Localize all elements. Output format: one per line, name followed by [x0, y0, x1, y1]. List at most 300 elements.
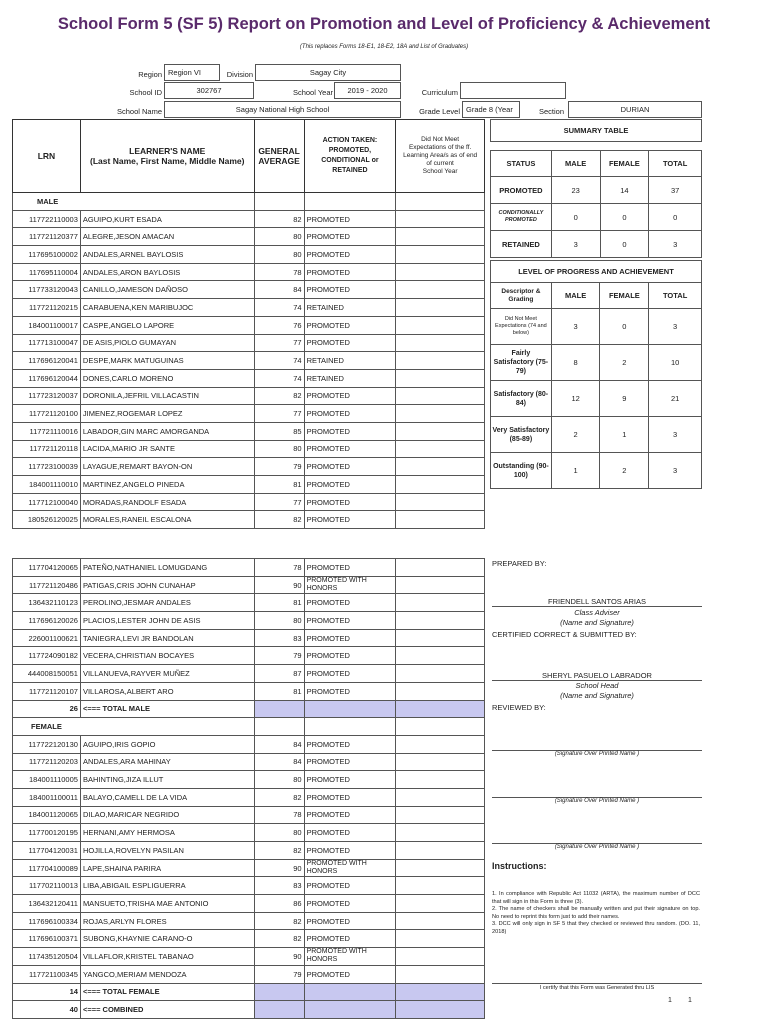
learner-row [13, 594, 485, 612]
learner-action: PROMOTED [304, 788, 396, 806]
learner-average: 87 [254, 665, 304, 683]
level-male: 1 [551, 453, 600, 489]
learner-average: 81 [254, 476, 304, 494]
summary-total: 37 [649, 177, 702, 204]
curriculum-label: Curriculum [421, 88, 458, 97]
learner-average: 76 [254, 316, 304, 334]
learner-row [13, 316, 485, 334]
reviewed-label: REVIEWED BY: [492, 703, 546, 712]
learner-action: PROMOTED WITH HONORS [304, 948, 396, 966]
school-name-field[interactable]: Sagay National High School [164, 101, 401, 118]
level-total: 3 [649, 453, 702, 489]
learner-row [13, 948, 485, 966]
head-name-sig: (Name and Signature) [560, 691, 634, 700]
col-learner-name: LEARNER'S NAME (Last Name, First Name, Middle Name) [80, 120, 254, 193]
learner-lrn: 117721100345 [13, 965, 81, 983]
summary-h-status: STATUS [491, 151, 552, 177]
learner-name: HERNANI,AMY HERMOSA [80, 824, 254, 842]
learner-did-not-meet [396, 735, 485, 753]
learner-lrn: 184001110005 [13, 771, 81, 789]
learner-row [13, 612, 485, 630]
learner-name: VILLANUEVA,RAYVER MUÑEZ [80, 665, 254, 683]
learner-average: 82 [254, 912, 304, 930]
learner-did-not-meet [396, 806, 485, 824]
level-total: 3 [649, 309, 702, 345]
learner-name: BALAYO,CAMELL DE LA VIDA [80, 788, 254, 806]
summary-total: 3 [649, 231, 702, 258]
learner-lrn: 117722120130 [13, 735, 81, 753]
level-title: LEVEL OF PROGRESS AND ACHIEVEMENT [491, 261, 702, 283]
summary-male: 3 [551, 231, 600, 258]
learner-lrn: 184001110010 [13, 476, 81, 494]
page-number-left: 1 [668, 997, 672, 1004]
learner-name: VECERA,CHRISTIAN BOCAYES [80, 647, 254, 665]
learner-table-page-2 [12, 558, 485, 1019]
learner-average: 78 [254, 263, 304, 281]
learner-lrn: 117721120486 [13, 576, 81, 594]
summary-h-male: MALE [551, 151, 600, 177]
learner-average: 84 [254, 735, 304, 753]
level-desc: Did Not Meet Expectations (74 and below) [491, 309, 552, 345]
learner-did-not-meet [396, 458, 485, 476]
learner-average: 80 [254, 612, 304, 630]
learner-lrn: 117695100002 [13, 246, 81, 264]
learner-did-not-meet [396, 352, 485, 370]
learner-lrn: 117721120215 [13, 299, 81, 317]
learner-lrn: 117435120504 [13, 948, 81, 966]
learner-did-not-meet [396, 405, 485, 423]
level-male: 12 [551, 381, 600, 417]
learner-action: RETAINED [304, 369, 396, 387]
learner-did-not-meet [396, 316, 485, 334]
learner-action: PROMOTED [304, 647, 396, 665]
learner-row [13, 576, 485, 594]
learner-row [13, 334, 485, 352]
learner-did-not-meet [396, 246, 485, 264]
learner-name: YANGCO,MERIAM MENDOZA [80, 965, 254, 983]
level-total: 21 [649, 381, 702, 417]
level-female: 0 [600, 309, 649, 345]
learner-row [13, 771, 485, 789]
learner-name: ANDALES,ARON BAYLOSIS [80, 263, 254, 281]
learner-action: PROMOTED [304, 735, 396, 753]
learner-row [13, 788, 485, 806]
learner-lrn: 184001100017 [13, 316, 81, 334]
learner-action: PROMOTED WITH HONORS [304, 576, 396, 594]
learner-name: VILLAFLOR,KRISTEL TABANAO [80, 948, 254, 966]
learner-did-not-meet [396, 263, 485, 281]
learner-average: 83 [254, 629, 304, 647]
learner-did-not-meet [396, 965, 485, 983]
learner-row [13, 859, 485, 877]
learner-name: MARTINEZ,ANGELO PINEDA [80, 476, 254, 494]
total-female-count: 14 [13, 983, 81, 1001]
learner-action: PROMOTED WITH HONORS [304, 859, 396, 877]
summary-female: 0 [600, 204, 649, 231]
adviser-role: Class Adviser [574, 608, 620, 617]
total-combined-count: 40 [13, 1001, 81, 1019]
learner-lrn: 117696100334 [13, 912, 81, 930]
learner-row [13, 682, 485, 700]
learner-average: 79 [254, 647, 304, 665]
learner-row [13, 440, 485, 458]
section-label: Section [538, 107, 564, 116]
level-desc: Very Satisfactory (85-89) [491, 417, 552, 453]
learner-action: PROMOTED [304, 559, 396, 577]
total-female-label: <=== TOTAL FEMALE [80, 983, 254, 1001]
learner-action: PROMOTED [304, 440, 396, 458]
level-total: 3 [649, 417, 702, 453]
learner-did-not-meet [396, 824, 485, 842]
learner-lrn: 117700120195 [13, 824, 81, 842]
learner-lrn: 117721120203 [13, 753, 81, 771]
learner-row [13, 458, 485, 476]
signature-line-3: (Signature Over Printed Name ) [554, 844, 640, 850]
learner-name: DILAO,MARICAR NEGRIDO [80, 806, 254, 824]
school-name-label: School Name [116, 107, 162, 116]
learner-average: 78 [254, 806, 304, 824]
division-label: Division [226, 70, 253, 79]
total-combined-label: <=== COMBINED [80, 1001, 254, 1019]
learner-name: LAPE,SHAINA PARIRA [80, 859, 254, 877]
lis-certification: I certify that this Form was Generated thru LIS [492, 983, 702, 991]
learner-did-not-meet [396, 559, 485, 577]
learner-lrn: 117721120377 [13, 228, 81, 246]
learner-action: PROMOTED [304, 930, 396, 948]
form-subtitle: (This replaces Forms 18-E1, 18-E2, 18A and List of Graduates) [299, 44, 469, 50]
learner-action: PROMOTED [304, 612, 396, 630]
learner-average: 82 [254, 930, 304, 948]
learner-lrn: 136432120411 [13, 895, 81, 913]
total-male-label: <=== TOTAL MALE [80, 700, 254, 718]
learner-average: 77 [254, 493, 304, 511]
level-desc: Fairly Satisfactory (75-79) [491, 345, 552, 381]
summary-title: SUMMARY TABLE [491, 120, 702, 142]
learner-row [13, 369, 485, 387]
learner-name: CASPE,ANGELO LAPORE [80, 316, 254, 334]
level-female: 2 [600, 345, 649, 381]
learner-lrn: 117721120118 [13, 440, 81, 458]
learner-lrn: 117721110016 [13, 422, 81, 440]
learner-lrn: 117713100047 [13, 334, 81, 352]
learner-did-not-meet [396, 299, 485, 317]
learner-name: PATEÑO,NATHANIEL LOMUGDANG [80, 559, 254, 577]
learner-average: 74 [254, 369, 304, 387]
learner-lrn: 117723100039 [13, 458, 81, 476]
learner-did-not-meet [396, 647, 485, 665]
learner-row [13, 299, 485, 317]
learner-name: LAYAGUE,REMART BAYON-ON [80, 458, 254, 476]
learner-did-not-meet [396, 228, 485, 246]
level-female: 2 [600, 453, 649, 489]
learner-name: TANIEGRA,LEVI JR BANDOLAN [80, 629, 254, 647]
instruction-3: 3. DCC will only sign in SF 5 that they checked or reviewed thru random. (DO. 11, 2018) [492, 921, 700, 935]
learner-action: PROMOTED [304, 877, 396, 895]
learner-action: PROMOTED [304, 246, 396, 264]
learner-average: 77 [254, 334, 304, 352]
learner-did-not-meet [396, 948, 485, 966]
learner-action: PROMOTED [304, 912, 396, 930]
instructions-title: Instructions: [492, 861, 547, 871]
head-role: School Head [575, 681, 619, 690]
summary-status: CONDITIONALLY PROMOTED [491, 204, 552, 231]
learner-average: 81 [254, 682, 304, 700]
learner-row [13, 930, 485, 948]
learner-average: 90 [254, 859, 304, 877]
learner-row [13, 493, 485, 511]
instruction-2: 2. The name of checkers shall be manually written and put their signature on top. No need to reprint this form just to add their names. [492, 906, 700, 920]
learner-row [13, 228, 485, 246]
signature-line-2: (Signature Over Printed Name ) [554, 798, 640, 804]
learner-name: AGUIPO,IRIS GOPIO [80, 735, 254, 753]
learner-lrn: 117722110003 [13, 210, 81, 228]
summary-table [490, 119, 702, 258]
learner-average: 74 [254, 352, 304, 370]
learner-action: PROMOTED [304, 965, 396, 983]
learner-action: RETAINED [304, 299, 396, 317]
learner-did-not-meet [396, 594, 485, 612]
learner-average: 80 [254, 246, 304, 264]
learner-lrn: 117721120107 [13, 682, 81, 700]
learner-row [13, 387, 485, 405]
learner-row [13, 511, 485, 529]
learner-lrn: 117696100371 [13, 930, 81, 948]
level-total: 10 [649, 345, 702, 381]
learner-action: PROMOTED [304, 806, 396, 824]
learner-name: JIMENEZ,ROGEMAR LOPEZ [80, 405, 254, 423]
learner-did-not-meet [396, 440, 485, 458]
division-field[interactable]: Sagay City [255, 64, 401, 81]
learner-name: LABADOR,GIN MARC AMORGANDA [80, 422, 254, 440]
page-number-right: 1 [688, 997, 692, 1004]
learner-row [13, 735, 485, 753]
level-female: 1 [600, 417, 649, 453]
male-section-label: MALE [13, 193, 255, 211]
learner-name: PEROLINO,JESMAR ANDALES [80, 594, 254, 612]
learner-action: PROMOTED [304, 665, 396, 683]
learner-did-not-meet [396, 422, 485, 440]
learner-lrn: 117696120044 [13, 369, 81, 387]
summary-female: 14 [600, 177, 649, 204]
level-desc: Outstanding (90-100) [491, 453, 552, 489]
level-h-female: FEMALE [600, 283, 649, 309]
learner-row [13, 263, 485, 281]
learner-lrn: 184001120065 [13, 806, 81, 824]
learner-name: SUBONG,KHAYNIE CARANO-O [80, 930, 254, 948]
total-male-count: 26 [13, 700, 81, 718]
summary-h-total: TOTAL [649, 151, 702, 177]
learner-average: 90 [254, 576, 304, 594]
section-field[interactable]: DURIAN [568, 101, 702, 118]
learner-average: 77 [254, 405, 304, 423]
level-h-total: TOTAL [649, 283, 702, 309]
learner-action: PROMOTED [304, 493, 396, 511]
learner-average: 84 [254, 753, 304, 771]
learner-average: 79 [254, 965, 304, 983]
learner-action: PROMOTED [304, 895, 396, 913]
learner-row [13, 965, 485, 983]
learner-lrn: 117704100089 [13, 859, 81, 877]
learner-did-not-meet [396, 511, 485, 529]
level-h-male: MALE [551, 283, 600, 309]
learner-action: PROMOTED [304, 334, 396, 352]
learner-action: PROMOTED [304, 511, 396, 529]
summary-male: 23 [551, 177, 600, 204]
learner-row [13, 476, 485, 494]
learner-name: MANSUETO,TRISHA MAE ANTONIO [80, 895, 254, 913]
grade-level-label: Grade Level [419, 107, 460, 116]
learner-did-not-meet [396, 612, 485, 630]
learner-row [13, 842, 485, 860]
grade-level-field[interactable]: Grade 8 (Year [462, 101, 520, 118]
learner-action: PROMOTED [304, 824, 396, 842]
learner-name: ROJAS,ARLYN FLORES [80, 912, 254, 930]
learner-average: 86 [254, 895, 304, 913]
signature-line-1: (Signature Over Printed Name ) [554, 751, 640, 757]
col-lrn: LRN [13, 120, 81, 193]
learner-lrn: 117733120043 [13, 281, 81, 299]
school-id-field[interactable]: 302767 [164, 82, 254, 99]
learner-name: PLACIOS,LESTER JOHN DE ASIS [80, 612, 254, 630]
instructions-list [492, 891, 700, 936]
learner-average: 82 [254, 511, 304, 529]
learner-did-not-meet [396, 682, 485, 700]
learner-name: LACIDA,MARIO JR SANTE [80, 440, 254, 458]
learner-name: BAHINTING,JIZA ILLUT [80, 771, 254, 789]
learner-lrn: 117704120065 [13, 559, 81, 577]
col-general-average: GENERAL AVERAGE [254, 120, 304, 193]
learner-average: 90 [254, 948, 304, 966]
learner-row [13, 281, 485, 299]
learner-average: 80 [254, 771, 304, 789]
learner-action: PROMOTED [304, 458, 396, 476]
learner-action: PROMOTED [304, 753, 396, 771]
learner-action: PROMOTED [304, 387, 396, 405]
learner-action: PROMOTED [304, 594, 396, 612]
learner-name: MORADAS,RANDOLF ESADA [80, 493, 254, 511]
learner-lrn: 117696120041 [13, 352, 81, 370]
learner-did-not-meet [396, 334, 485, 352]
learner-row [13, 895, 485, 913]
learner-did-not-meet [396, 387, 485, 405]
learner-average: 74 [254, 299, 304, 317]
learner-did-not-meet [396, 753, 485, 771]
region-field[interactable]: Region VI [164, 64, 220, 81]
learner-did-not-meet [396, 859, 485, 877]
learner-row [13, 647, 485, 665]
learner-row [13, 824, 485, 842]
summary-female: 0 [600, 231, 649, 258]
learner-lrn: 184001100011 [13, 788, 81, 806]
learner-name: ALEGRE,JESON AMACAN [80, 228, 254, 246]
learner-action: PROMOTED [304, 771, 396, 789]
learner-row [13, 246, 485, 264]
learner-did-not-meet [396, 895, 485, 913]
learner-action: PROMOTED [304, 210, 396, 228]
level-table [490, 260, 702, 489]
learner-average: 82 [254, 788, 304, 806]
learner-name: DORONILA,JEFRIL VILLACASTIN [80, 387, 254, 405]
learner-did-not-meet [396, 771, 485, 789]
summary-h-female: FEMALE [600, 151, 649, 177]
school-year-field[interactable]: 2019 - 2020 [334, 82, 401, 99]
curriculum-field[interactable] [460, 82, 566, 99]
certified-label: CERTIFIED CORRECT & SUBMITTED BY: [492, 630, 637, 639]
learner-name: VILLAROSA,ALBERT ARO [80, 682, 254, 700]
learner-action: PROMOTED [304, 422, 396, 440]
learner-row [13, 352, 485, 370]
col-action-taken: ACTION TAKEN: PROMOTED, CONDITIONAL or RETAINED [304, 120, 396, 193]
learner-average: 80 [254, 824, 304, 842]
adviser-name-sig: (Name and Signature) [560, 618, 634, 627]
learner-lrn: 117702110013 [13, 877, 81, 895]
level-h-desc: Descriptor & Grading [491, 283, 552, 309]
learner-name: DONES,CARLO MORENO [80, 369, 254, 387]
school-id-label: School ID [129, 88, 162, 97]
learner-lrn: 444008150051 [13, 665, 81, 683]
level-desc: Satisfactory (80-84) [491, 381, 552, 417]
learner-action: RETAINED [304, 352, 396, 370]
learner-did-not-meet [396, 576, 485, 594]
learner-did-not-meet [396, 877, 485, 895]
summary-status: RETAINED [491, 231, 552, 258]
learner-name: ANDALES,ARA MAHINAY [80, 753, 254, 771]
learner-row [13, 210, 485, 228]
learner-did-not-meet [396, 788, 485, 806]
learner-did-not-meet [396, 369, 485, 387]
female-section-label: FEMALE [13, 718, 255, 736]
learner-average: 82 [254, 842, 304, 860]
learner-lrn: 180526120025 [13, 511, 81, 529]
learner-average: 80 [254, 440, 304, 458]
learner-average: 83 [254, 877, 304, 895]
learner-name: CARABUENA,KEN MARIBUJOC [80, 299, 254, 317]
learner-row [13, 559, 485, 577]
learner-lrn: 117704120031 [13, 842, 81, 860]
learner-action: PROMOTED [304, 263, 396, 281]
adviser-name: FRIENDELL SANTOS ARIAS [548, 597, 646, 606]
learner-row [13, 665, 485, 683]
learner-name: MORALES,RANEIL ESCALONA [80, 511, 254, 529]
learner-row [13, 753, 485, 771]
learner-did-not-meet [396, 912, 485, 930]
learner-name: DE ASIS,PIOLO GUMAYAN [80, 334, 254, 352]
learner-did-not-meet [396, 281, 485, 299]
learner-lrn: 136432110123 [13, 594, 81, 612]
learner-lrn: 117721120100 [13, 405, 81, 423]
learner-action: PROMOTED [304, 629, 396, 647]
learner-name: PATIGAS,CRIS JOHN CUNAHAP [80, 576, 254, 594]
prepared-by-label: PREPARED BY: [492, 559, 547, 568]
learner-did-not-meet [396, 665, 485, 683]
learner-name: DESPE,MARK MATUGUINAS [80, 352, 254, 370]
level-male: 8 [551, 345, 600, 381]
learner-table-page-1 [12, 119, 485, 529]
learner-name: AGUIPO,KURT ESADA [80, 210, 254, 228]
form-title: School Form 5 (SF 5) Report on Promotion and Level of Proficiency & Achievement [57, 15, 711, 33]
learner-action: PROMOTED [304, 476, 396, 494]
learner-lrn: 117695110004 [13, 263, 81, 281]
learner-row [13, 629, 485, 647]
learner-lrn: 117696120026 [13, 612, 81, 630]
learner-row [13, 422, 485, 440]
learner-average: 82 [254, 387, 304, 405]
learner-average: 80 [254, 228, 304, 246]
head-name: SHERYL PASUELO LABRADOR [542, 671, 652, 680]
learner-action: PROMOTED [304, 228, 396, 246]
learner-row [13, 912, 485, 930]
learner-name: CANILLO,JAMESON DAÑOSO [80, 281, 254, 299]
